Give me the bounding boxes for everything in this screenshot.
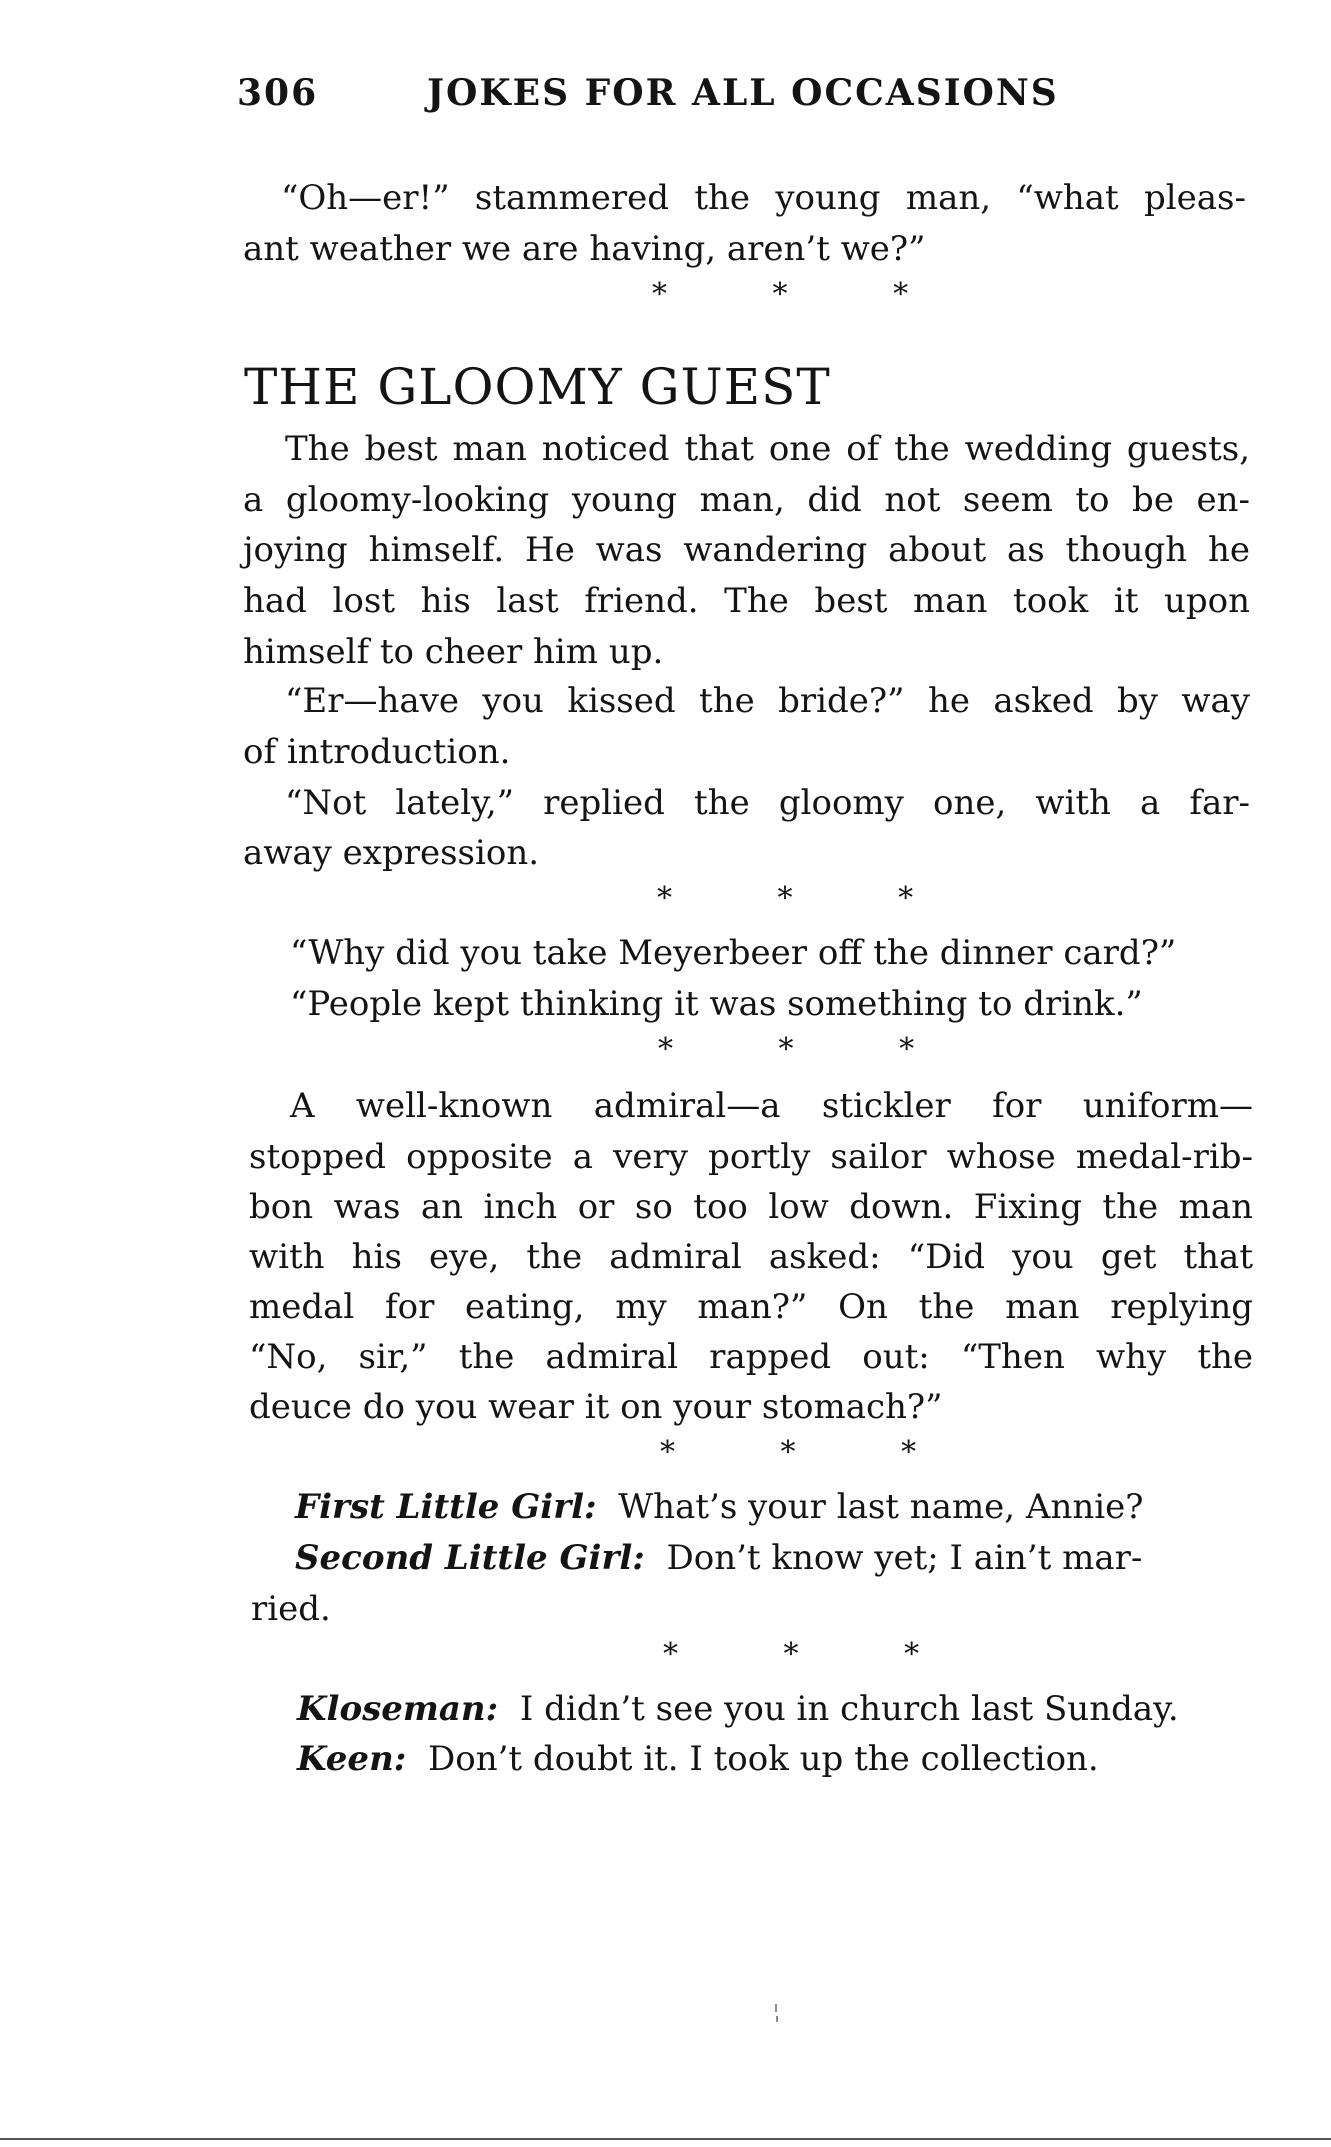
text-line: deuce do you wear it on your stomach?” bbox=[249, 1387, 943, 1427]
dialogue-text: Don’t know yet; I ain’t mar- bbox=[666, 1538, 1143, 1578]
text-line: “Er—have you kissed the bride?” he asked by way bbox=[285, 681, 1250, 721]
text-line: away expression. bbox=[243, 833, 540, 873]
scan-speck bbox=[776, 2016, 778, 2022]
page-header bbox=[237, 72, 1067, 122]
text-line: ant weather we are having, aren’t we?” bbox=[243, 229, 926, 269]
dialogue-text: Don’t doubt it. I took up the collection. bbox=[427, 1739, 1099, 1779]
speaker-name: Second Little Girl: bbox=[295, 1538, 645, 1578]
text-line: bon was an inch or so too low down. Fixing the man bbox=[249, 1187, 1253, 1227]
speaker-name: Keen: bbox=[297, 1739, 407, 1779]
text-line: a gloomy-looking young man, did not seem to be en- bbox=[243, 480, 1250, 520]
text-line: himself to cheer him up. bbox=[243, 632, 664, 672]
dialogue-text: I didn’t see you in church last Sunday. bbox=[519, 1689, 1179, 1729]
text-line: “Oh—er!” stammered the young man, “what pleas- bbox=[281, 178, 1246, 218]
dialogue-line bbox=[295, 1538, 1143, 1578]
dialogue-line bbox=[297, 1739, 1099, 1779]
text-line: ried. bbox=[251, 1589, 331, 1629]
running-title: JOKES FOR ALL OCCASIONS bbox=[427, 72, 1059, 114]
speaker-name: First Little Girl: bbox=[295, 1487, 597, 1527]
scan-speck bbox=[775, 2004, 777, 2012]
section-heading: THE GLOOMY GUEST bbox=[244, 358, 831, 416]
text-line: had lost his last friend. The best man took it upon bbox=[243, 581, 1250, 621]
text-line: with his eye, the admiral asked: “Did you get that bbox=[249, 1237, 1253, 1277]
text-line: stopped opposite a very portly sailor whose medal-rib- bbox=[249, 1137, 1253, 1177]
text-line: joying himself. He was wandering about as though he bbox=[243, 530, 1250, 570]
page-number: 306 bbox=[237, 72, 319, 114]
section-separator: * * * bbox=[660, 1435, 965, 1470]
text-line: The best man noticed that one of the wedding guests, bbox=[285, 429, 1250, 469]
section-separator: * * * bbox=[658, 1032, 963, 1067]
text-line: “Not lately,” replied the gloomy one, with a far- bbox=[285, 783, 1250, 823]
text-line: of introduction. bbox=[243, 732, 511, 772]
section-separator: * * * bbox=[657, 881, 962, 916]
speaker-name: Kloseman: bbox=[297, 1689, 499, 1729]
dialogue-text: What’s your last name, Annie? bbox=[618, 1487, 1144, 1527]
text-line: A well-known admiral—a stickler for uniform— bbox=[290, 1086, 1253, 1126]
section-separator: * * * bbox=[652, 277, 957, 312]
text-line: “No, sir,” the admiral rapped out: “Then why the bbox=[249, 1337, 1253, 1377]
scan-bottom-edge bbox=[0, 2138, 1331, 2140]
dialogue-line bbox=[295, 1487, 1144, 1527]
text-line: “People kept thinking it was something to drink.” bbox=[290, 984, 1143, 1024]
text-line: “Why did you take Meyerbeer off the dinner card?” bbox=[290, 933, 1177, 973]
section-separator: * * * bbox=[663, 1637, 968, 1672]
dialogue-line bbox=[297, 1689, 1179, 1729]
text-line: medal for eating, my man?” On the man replying bbox=[249, 1287, 1253, 1327]
